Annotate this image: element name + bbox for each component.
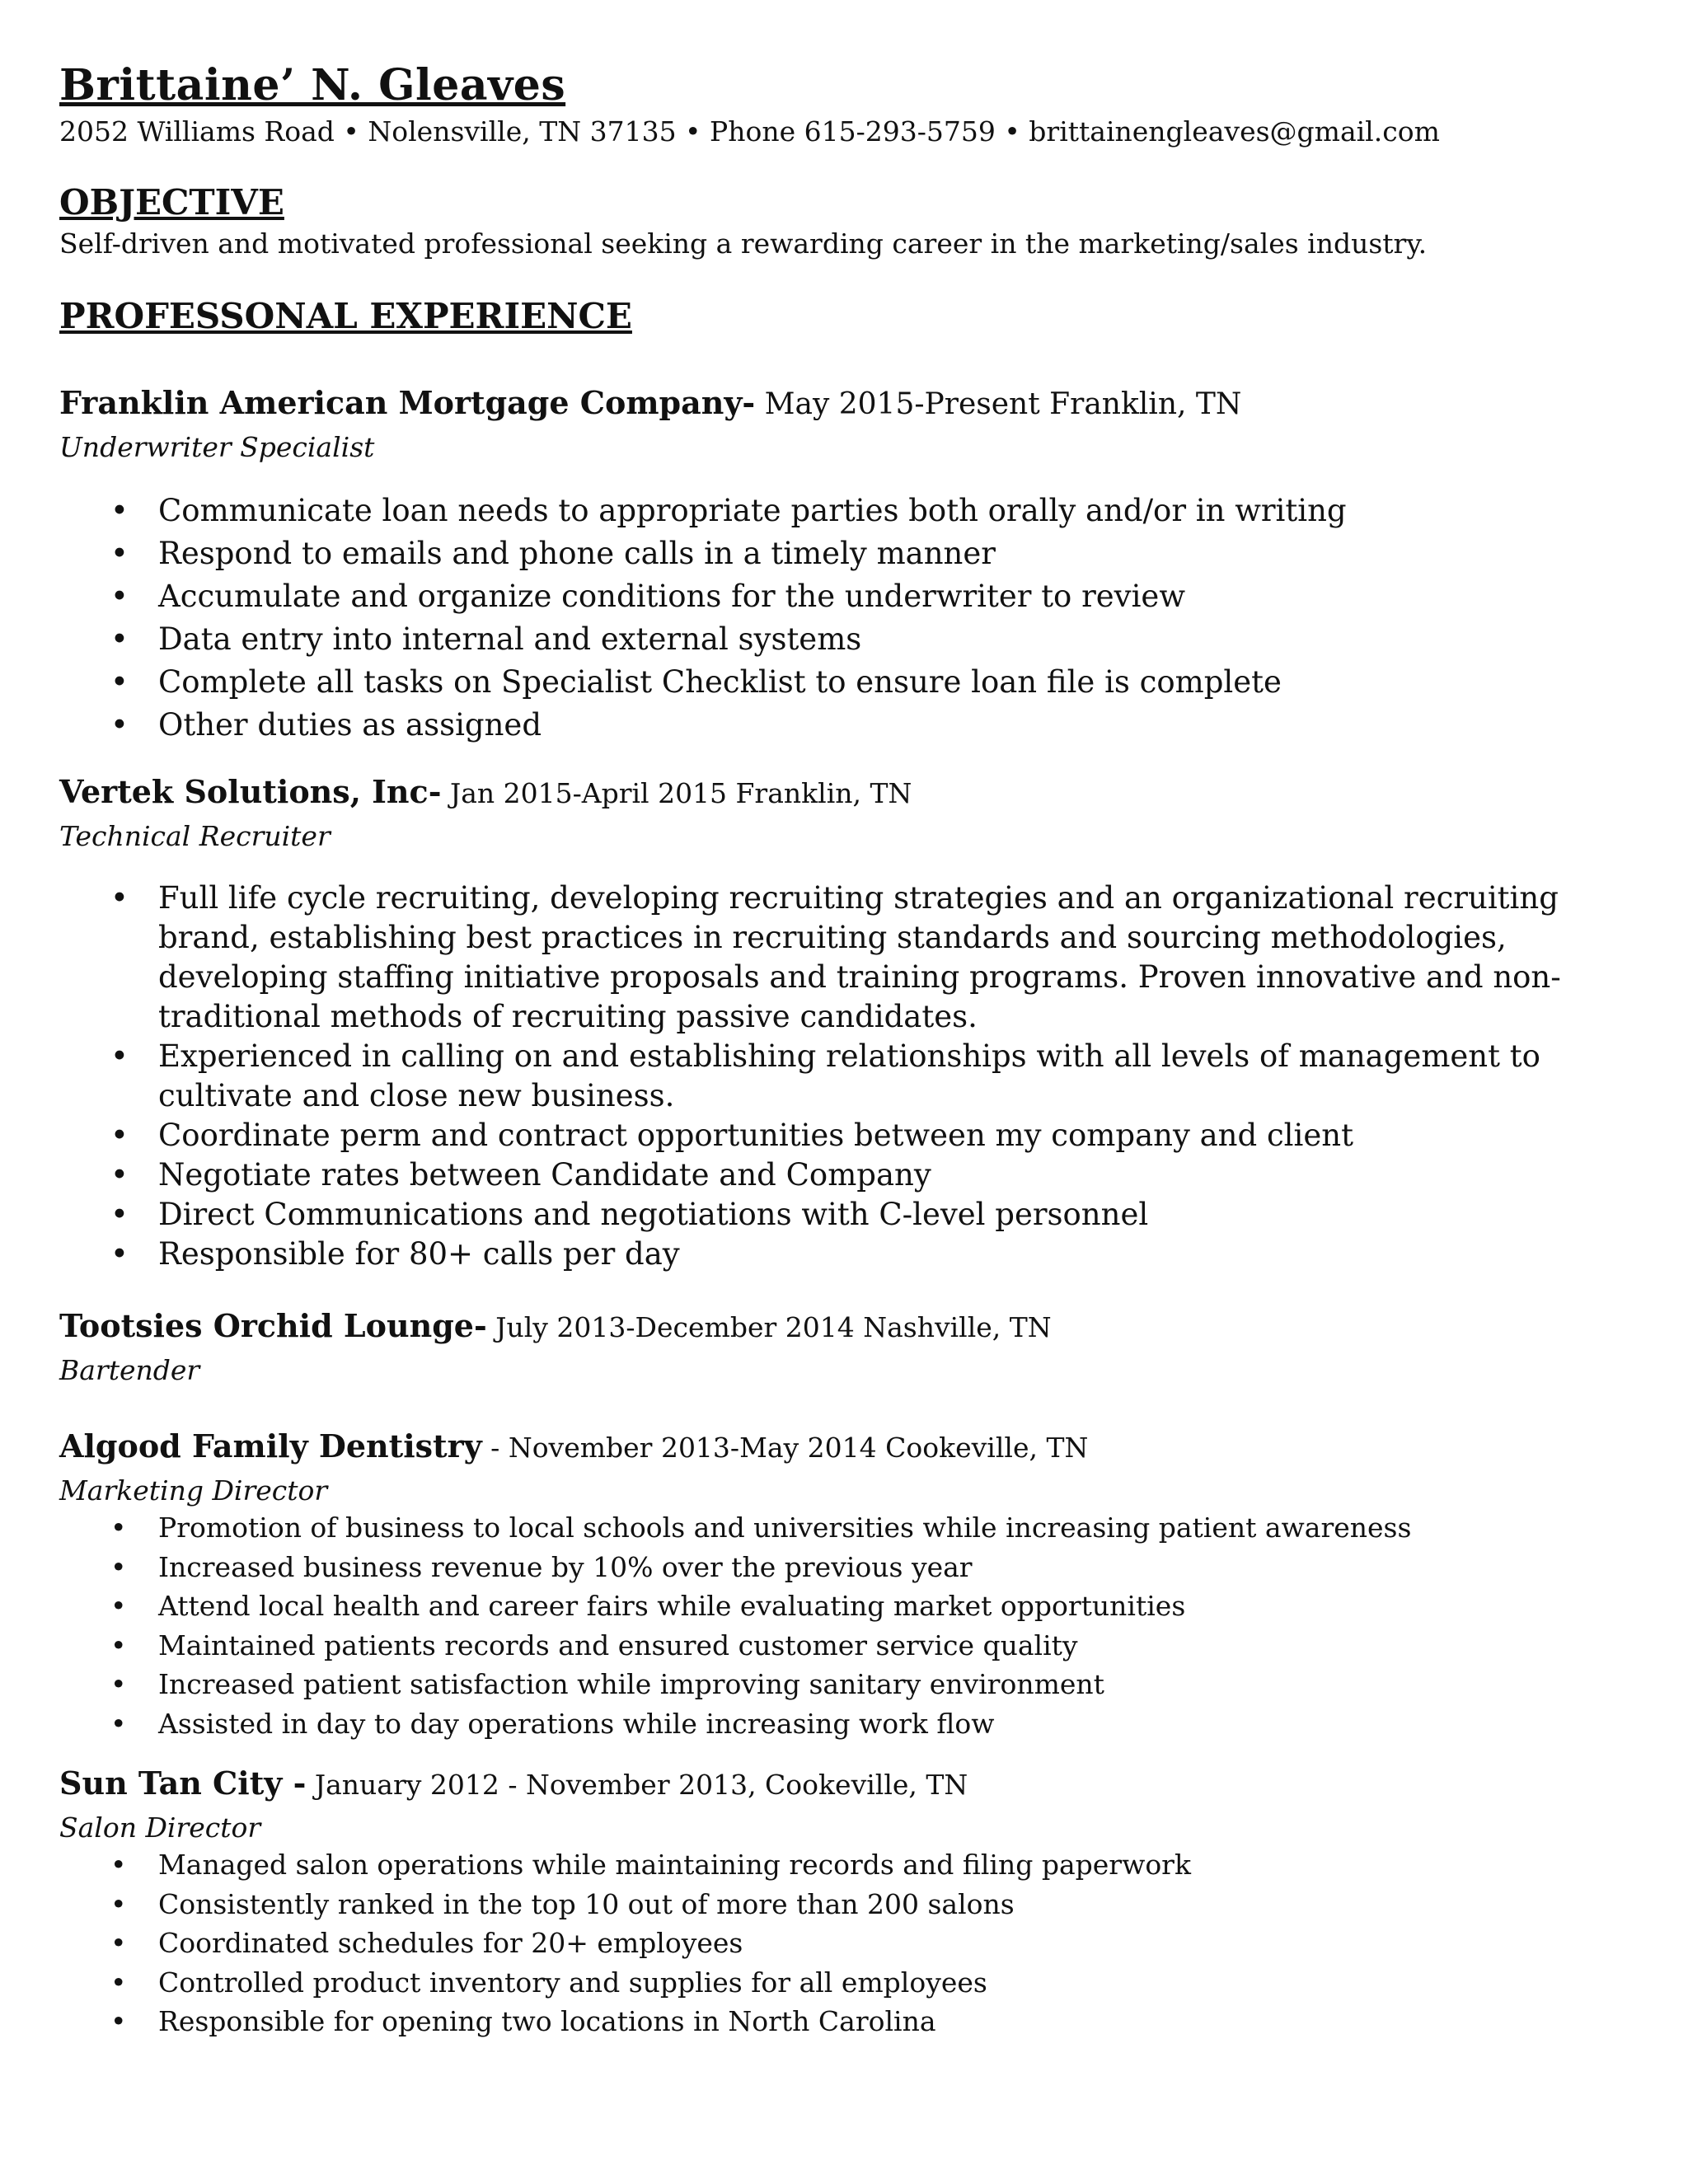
list-item: • Responsible for 80+ calls per day — [59, 1235, 1634, 1274]
objective-heading: OBJECTIVE — [59, 182, 284, 223]
list-item: • Responsible for opening two locations in North Carolina — [59, 2002, 1634, 2041]
company-name: Sun Tan City - — [59, 1765, 307, 1802]
list-item: • Attend local health and career fairs while evaluating market opportunities — [59, 1586, 1634, 1626]
list-item: • Complete all tasks on Specialist Checklist to ensure loan file is complete — [59, 661, 1634, 704]
job-dates-location: January 2012 - November 2013, Cookeville, TN — [306, 1769, 968, 1801]
duty-list — [59, 1508, 1634, 1743]
bullet-icon: • — [110, 707, 129, 743]
contact-line: 2052 Williams Road • Nolensville, TN 37135 • Phone 615-293-5759 • brittainengleaves@gmail.com — [59, 115, 1440, 148]
job-header — [59, 1305, 1634, 1353]
bullet-icon: • — [110, 2005, 127, 2037]
candidate-name: Brittaine’ N. Gleaves — [59, 60, 566, 110]
job-tootsies — [59, 1305, 1634, 1388]
job-header — [59, 1763, 1634, 1811]
duty-list — [59, 879, 1634, 1274]
job-sun-tan-city — [59, 1763, 1634, 2041]
list-item: • Accumulate and organize conditions for the underwriter to review — [59, 575, 1634, 618]
list-item: • Consistently ranked in the top 10 out of more than 200 salons — [59, 1885, 1634, 1924]
list-item: • Assisted in day to day operations while increasing work flow — [59, 1704, 1634, 1744]
bullet-icon: • — [110, 1118, 129, 1153]
bullet-icon: • — [110, 1038, 129, 1074]
resume-page — [59, 58, 1634, 2041]
list-item: • Coordinated schedules for 20+ employees — [59, 1924, 1634, 1963]
bullet-icon: • — [110, 880, 129, 916]
list-item: • Data entry into internal and external systems — [59, 618, 1634, 661]
list-item: • Negotiate rates between Candidate and Company — [59, 1155, 1634, 1195]
bullet-icon: • — [110, 579, 129, 614]
bullet-icon: • — [110, 493, 129, 528]
job-dates-location: May 2015-Present Franklin, TN — [755, 387, 1242, 421]
duty-list — [59, 490, 1634, 747]
list-item: • Maintained patients records and ensured customer service quality — [59, 1626, 1634, 1666]
bullet-icon: • — [110, 1629, 127, 1661]
bullet-icon: • — [110, 1511, 127, 1544]
bullet-icon: • — [110, 1849, 127, 1881]
job-title: Marketing Director — [59, 1474, 328, 1507]
job-franklin-american — [59, 382, 1634, 747]
list-item: • Full life cycle recruiting, developing recruiting strategies and an organizational recruiting brand, establishing best practices in recruiting standards and sourcing methodologies, developing staffing initiative proposals and training programs. Proven innovative and non-traditional methods of recruiting passive candidates. — [110, 880, 1561, 1034]
objective-text: Self-driven and motivated professional seeking a rewarding career in the marketing/sales industry. — [59, 227, 1428, 260]
job-header — [59, 1426, 1634, 1474]
job-title: Underwriter Specialist — [59, 431, 375, 463]
job-vertek-solutions — [59, 771, 1634, 1274]
bullet-icon: • — [110, 664, 129, 700]
bullet-icon: • — [110, 1927, 127, 1959]
list-item: • Promotion of business to local schools and universities while increasing patient awareness — [59, 1508, 1634, 1548]
job-header — [59, 771, 1634, 819]
list-item: • Other duties as assigned — [59, 704, 1634, 747]
list-item: • Respond to emails and phone calls in a timely manner — [59, 532, 1634, 575]
job-title: Bartender — [59, 1354, 200, 1386]
job-title: Technical Recruiter — [59, 820, 331, 852]
bullet-icon: • — [110, 1550, 127, 1583]
bullet-icon: • — [110, 621, 129, 657]
experience-heading: PROFESSONAL EXPERIENCE — [59, 296, 632, 336]
job-algood-dentistry — [59, 1426, 1634, 1743]
list-item: • Managed salon operations while maintaining records and filing paperwork — [59, 1845, 1634, 1885]
list-item: • Direct Communications and negotiations with C-level personnel — [59, 1195, 1634, 1235]
list-item: • Coordinate perm and contract opportunities between my company and client — [59, 1116, 1634, 1155]
bullet-icon: • — [110, 1197, 129, 1232]
list-item: • Increased patient satisfaction while improving sanitary environment — [59, 1665, 1634, 1704]
company-name: Tootsies Orchid Lounge- — [59, 1307, 487, 1344]
job-dates-location: Jan 2015-April 2015 Franklin, TN — [441, 777, 912, 809]
bullet-icon: • — [110, 1236, 129, 1272]
job-dates-location: - November 2013-May 2014 Cookeville, TN — [481, 1432, 1089, 1464]
list-item: • Increased business revenue by 10% over the previous year — [59, 1548, 1634, 1587]
bullet-icon: • — [110, 1887, 127, 1920]
job-title: Salon Director — [59, 1811, 261, 1844]
bullet-icon: • — [110, 1590, 127, 1622]
company-name: Franklin American Mortgage Company- — [59, 384, 756, 421]
job-header — [59, 382, 1634, 430]
bullet-icon: • — [110, 1707, 127, 1740]
list-item: • Experienced in calling on and establishing relationships with all levels of management to cultivate and close new business. — [110, 1038, 1540, 1113]
bullet-icon: • — [110, 1157, 129, 1193]
list-item: • Communicate loan needs to appropriate parties both orally and/or in writing — [59, 490, 1634, 532]
company-name: Vertek Solutions, Inc- — [59, 773, 442, 810]
bullet-icon: • — [110, 536, 129, 571]
bullet-icon: • — [110, 1668, 127, 1700]
list-item: • Controlled product inventory and supplies for all employees — [59, 1963, 1634, 2003]
bullet-icon: • — [110, 1966, 127, 1999]
company-name: Algood Family Dentistry — [59, 1427, 482, 1465]
job-dates-location: July 2013-December 2014 Nashville, TN — [486, 1311, 1052, 1343]
duty-list — [59, 1845, 1634, 2041]
